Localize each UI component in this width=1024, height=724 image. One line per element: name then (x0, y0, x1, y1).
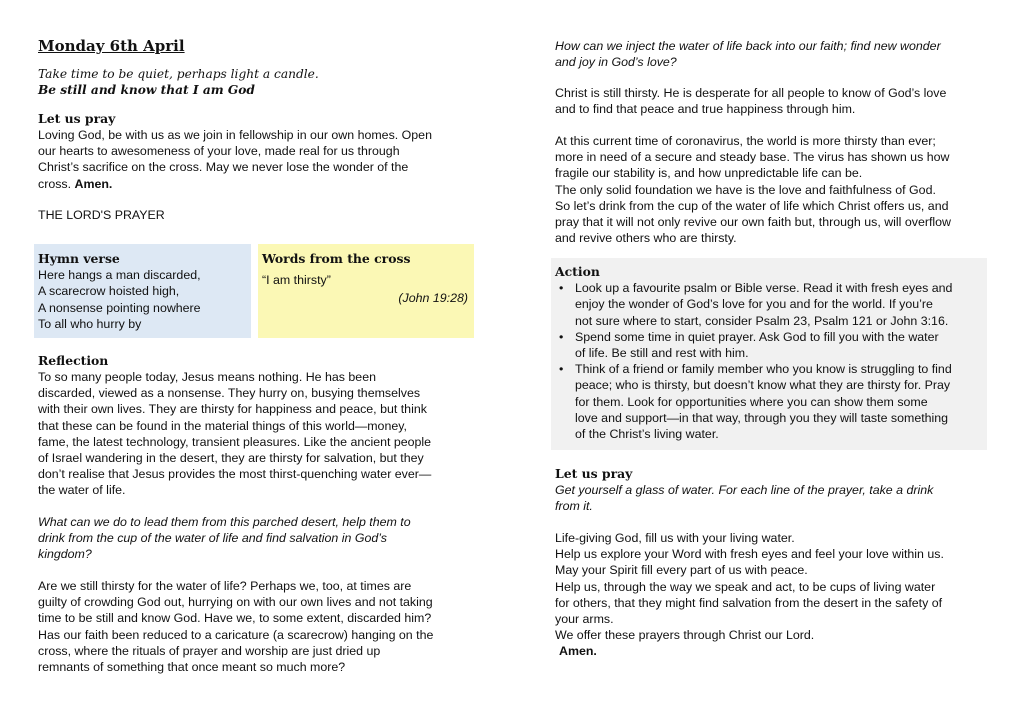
hymn-heading: Hymn verse (38, 251, 120, 266)
intro-emphasis: Be still and know that I am God (38, 83, 255, 97)
question-line: What can we do to lead them from this parched desert, help them to (38, 515, 411, 529)
question-line: kingdom? (38, 547, 92, 562)
still-line: remnants of something that once meant so much more? (38, 660, 346, 675)
coronavirus-text (555, 133, 951, 246)
reflection-line: don’t realise that Jesus provides the most thirst-quenching water ever— (38, 467, 432, 482)
reflection-line: discarded, viewed as a nonsense. They hurry on, busying themselves (38, 386, 421, 401)
corona-line: pray that it will not only revive our own faith but, through us, will overflow (555, 215, 951, 230)
bullet-icon: • (559, 329, 564, 344)
prayer-line: cross. (38, 176, 72, 191)
reflection-line: the water of life. (38, 483, 126, 498)
closing-prayer (555, 530, 944, 660)
bullet-icon: • (559, 362, 564, 377)
prayer-line: our hearts to awesomeness of your love, made real for us through (38, 144, 400, 159)
action-item: • Look up a favourite psalm or Bible verse. Read it with fresh eyes and enjoy the wonder of God’s love for you and for the world. If you’re not sure where to start, consider Psalm 23, Psalm 121 or John 3:16. (559, 281, 953, 328)
corona-line: So let’s drink from the cup of the water of life which Christ offers us, and (555, 198, 949, 213)
page-title: Monday 6th April (38, 37, 185, 55)
still-thirsty-text (38, 578, 433, 675)
still-line: cross, where the rituals of prayer and worship are just dried up (38, 643, 381, 658)
closing-amen: Amen. (559, 644, 597, 659)
question-line: and joy in God’s love? (555, 55, 677, 70)
question-line: drink from the cup of the water of life and find salvation in God’s (38, 531, 387, 546)
reflection-text (38, 369, 431, 499)
words-reference: (John 19:28) (398, 291, 468, 305)
instruction-line: from it. (555, 499, 593, 514)
lords-prayer-heading: THE LORD'S PRAYER (38, 208, 165, 222)
reflection-heading: Reflection (38, 353, 109, 368)
prayer-instructions (555, 482, 933, 514)
still-line: Has our faith been reduced to a caricature (a scarecrow) hanging on the (38, 627, 434, 642)
right-question (555, 38, 941, 70)
reflection-question (38, 514, 411, 563)
reflection-line: of Israel wandering in the desert, they are thirsty for salvation, but they (38, 451, 424, 466)
hymn-line: Here hangs a man discarded, (38, 268, 201, 283)
christ-line: Christ is still thirsty. He is desperate for all people to know of God’s love (555, 86, 947, 100)
hymn-line: A nonsense pointing nowhere (38, 300, 201, 315)
corona-line: The only solid foundation we have is the love and faithfulness of God. (555, 182, 936, 197)
prayer-line: May your Spirit fill every part of us with peace. (555, 563, 808, 578)
reflection-line: fame, the latest technology, transient pleasures. Like the ancient people (38, 434, 432, 449)
words-quote: “I am thirsty” (262, 273, 331, 288)
let-us-pray-heading: Let us pray (38, 111, 116, 126)
reflection-line: To so many people today, Jesus means nothing. He has been (38, 370, 376, 384)
action-list (555, 280, 983, 442)
corona-line: fragile our stability is, and how unpredictable life can be. (555, 166, 863, 181)
christ-thirsty-text (555, 85, 946, 117)
action-heading: Action (555, 264, 600, 279)
action-box (551, 258, 987, 450)
corona-line: At this current time of coronavirus, the world is more thirsty than ever; (555, 134, 936, 148)
opening-prayer (38, 127, 432, 192)
prayer-line: Help us explore your Word with fresh eyes and feel your love within us. (555, 547, 944, 562)
hymn-line: To all who hurry by (38, 316, 142, 331)
prayer-line: Loving God, be with us as we join in fellowship in our own homes. Open (38, 128, 432, 142)
corona-line: and revive others who are thirsty. (555, 231, 737, 246)
still-line: Are we still thirsty for the water of life? Perhaps we, too, at times are (38, 579, 412, 593)
hymn-verse-box (34, 244, 251, 338)
reflection-line: that these can be found in the material things of this world—money, (38, 418, 407, 433)
question-line: How can we inject the water of life back into our faith; find new wonder (555, 39, 941, 53)
instruction-line: Get yourself a glass of water. For each line of the prayer, take a drink (555, 483, 934, 497)
prayer-line: Christ’s sacrifice on the cross. May we never lose the wonder of the (38, 160, 409, 175)
prayer-line: We offer these prayers through Christ our Lord. (555, 628, 815, 643)
christ-line: and to find that peace and true happiness through him. (555, 102, 856, 117)
action-item: • Think of a friend or family member who you know is struggling to find peace; who is thirsty, but doesn’t know what they are thirsty for. Pray for them. Look for opportunities where you can show them some love and support—in that way, through you they will taste something of the Christ’s living water. (559, 362, 952, 442)
prayer-amen: Amen. (74, 176, 113, 191)
still-line: guilty of crowding God out, hurrying on with our own lives and not taking (38, 595, 433, 610)
prayer-line: your arms. (555, 612, 614, 627)
prayer-line: for others, that they might find salvation from the desert in the safety of (555, 595, 943, 610)
prayer-line: Help us, through the way we speak and act, to be cups of living water (555, 579, 936, 594)
corona-line: more in need of a secure and steady base. The virus has shown us how (555, 150, 950, 165)
intro-line: Take time to be quiet, perhaps light a candle. (38, 67, 319, 81)
words-from-cross-box (258, 244, 474, 338)
still-line: time to be still and know God. Have we, to some extent, discarded him? (38, 611, 432, 626)
words-heading: Words from the cross (262, 251, 411, 266)
prayer-line: Life-giving God, fill us with your living water. (555, 531, 795, 545)
action-item: • Spend some time in quiet prayer. Ask God to fill you with the water of life. Be still and rest with him. (559, 329, 939, 361)
hymn-line: A scarecrow hoisted high, (38, 284, 180, 299)
bullet-icon: • (559, 281, 564, 296)
reflection-line: with their own lives. They are thirsty for happiness and peace, but think (38, 402, 427, 417)
closing-pray-heading: Let us pray (555, 466, 633, 481)
